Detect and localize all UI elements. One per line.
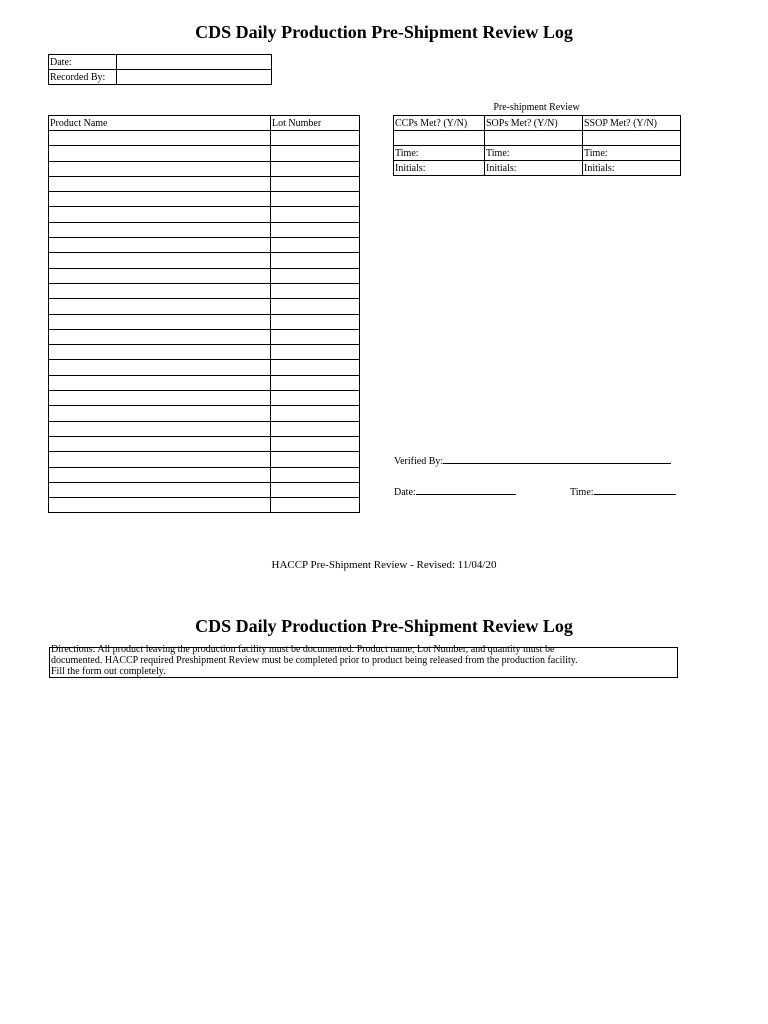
table-row [49,299,360,314]
product-name-cell[interactable] [49,421,271,436]
sops-initials-label[interactable]: Initials: [485,161,583,176]
product-name-cell[interactable] [49,329,271,344]
lot-number-cell[interactable] [271,498,360,513]
table-row [49,161,360,176]
product-name-cell[interactable] [49,176,271,191]
directions-line-1: Directions: All product leaving the production facility must be documented. Product name, Lot Number, and quantity must be [51,644,555,655]
table-row [49,391,360,406]
verify-time-label: Time: [570,487,594,498]
directions-line-2: documented. HACCP required Preshipment Review must be completed prior to product being released from the production facility. [51,655,578,666]
product-name-cell[interactable] [49,498,271,513]
verify-date-label: Date: [394,487,416,498]
table-row [49,498,360,513]
review-caption: Pre-shipment Review [493,102,580,113]
verify-time-row [570,483,676,499]
lot-number-cell[interactable] [271,345,360,360]
sops-met-header: SOPs Met? (Y/N) [485,116,583,131]
product-name-cell[interactable] [49,436,271,451]
lot-number-cell[interactable] [271,421,360,436]
verify-date-line[interactable] [416,483,516,495]
product-name-cell[interactable] [49,268,271,283]
table-row [49,222,360,237]
product-name-cell[interactable] [49,391,271,406]
lot-number-cell[interactable] [271,146,360,161]
revision-footer: HACCP Pre-Shipment Review - Revised: 11/04/20 [271,559,497,571]
table-row [49,406,360,421]
recorded-by-label: Recorded By: [49,70,117,85]
lot-number-cell[interactable] [271,436,360,451]
table-row [49,238,360,253]
table-row [49,131,360,146]
product-name-cell[interactable] [49,131,271,146]
table-row [49,452,360,467]
lot-number-cell[interactable] [271,299,360,314]
product-name-cell[interactable] [49,207,271,222]
verify-date-row [394,483,516,499]
product-name-cell[interactable] [49,406,271,421]
lot-number-cell[interactable] [271,131,360,146]
sops-met-field[interactable] [485,131,583,146]
sops-time-label[interactable]: Time: [485,146,583,161]
product-name-cell[interactable] [49,299,271,314]
lot-number-cell[interactable] [271,222,360,237]
product-name-cell[interactable] [49,161,271,176]
verified-by-row [394,452,671,468]
table-row [49,268,360,283]
lot-number-cell[interactable] [271,482,360,497]
ccps-met-field[interactable] [394,131,485,146]
second-page-title: CDS Daily Production Pre-Shipment Review Log [195,616,573,636]
recorded-by-field[interactable] [117,70,272,85]
ssop-met-field[interactable] [583,131,681,146]
product-name-cell[interactable] [49,222,271,237]
table-row [49,283,360,298]
directions-line-3: Fill the form out completely. [51,666,166,677]
lot-number-cell[interactable] [271,314,360,329]
table-row [49,467,360,482]
review-table [393,115,681,176]
date-field[interactable] [117,55,272,70]
page-title: CDS Daily Production Pre-Shipment Review Log [195,22,573,42]
product-name-cell[interactable] [49,360,271,375]
directions-box [49,644,678,678]
product-name-cell[interactable] [49,452,271,467]
table-row [49,176,360,191]
lot-number-cell[interactable] [271,268,360,283]
product-name-cell[interactable] [49,238,271,253]
table-row [49,482,360,497]
product-table [48,115,360,513]
lot-number-cell[interactable] [271,283,360,298]
lot-number-cell[interactable] [271,360,360,375]
date-label: Date: [49,55,117,70]
verify-time-line[interactable] [594,483,676,495]
lot-number-cell[interactable] [271,176,360,191]
verified-by-line[interactable] [443,452,671,464]
table-row [49,207,360,222]
ssop-met-header: SSOP Met? (Y/N) [583,116,681,131]
product-name-cell[interactable] [49,482,271,497]
table-row [49,192,360,207]
lot-number-cell[interactable] [271,375,360,390]
table-row [49,329,360,344]
product-name-cell[interactable] [49,192,271,207]
lot-number-cell[interactable] [271,467,360,482]
ssop-time-label[interactable]: Time: [583,146,681,161]
lot-number-header: Lot Number [271,116,360,131]
lot-number-cell[interactable] [271,253,360,268]
lot-number-cell[interactable] [271,391,360,406]
table-row [49,360,360,375]
lot-number-cell[interactable] [271,452,360,467]
lot-number-cell[interactable] [271,192,360,207]
lot-number-cell[interactable] [271,329,360,344]
table-row [49,421,360,436]
verified-by-label: Verified By: [394,456,444,467]
table-row [49,253,360,268]
product-name-cell[interactable] [49,375,271,390]
table-row [49,436,360,451]
product-name-cell[interactable] [49,345,271,360]
ccps-initials-label[interactable]: Initials: [394,161,485,176]
lot-number-cell[interactable] [271,207,360,222]
table-row [49,345,360,360]
lot-number-cell[interactable] [271,238,360,253]
ccps-time-label[interactable]: Time: [394,146,485,161]
table-row [49,146,360,161]
product-name-header: Product Name [49,116,271,131]
product-name-cell[interactable] [49,283,271,298]
product-name-cell[interactable] [49,314,271,329]
product-name-cell[interactable] [49,467,271,482]
header-table [48,54,272,85]
lot-number-cell[interactable] [271,406,360,421]
product-name-cell[interactable] [49,253,271,268]
ssop-initials-label[interactable]: Initials: [583,161,681,176]
product-name-cell[interactable] [49,146,271,161]
table-row [49,314,360,329]
ccps-met-header: CCPs Met? (Y/N) [394,116,485,131]
table-row [49,375,360,390]
lot-number-cell[interactable] [271,161,360,176]
